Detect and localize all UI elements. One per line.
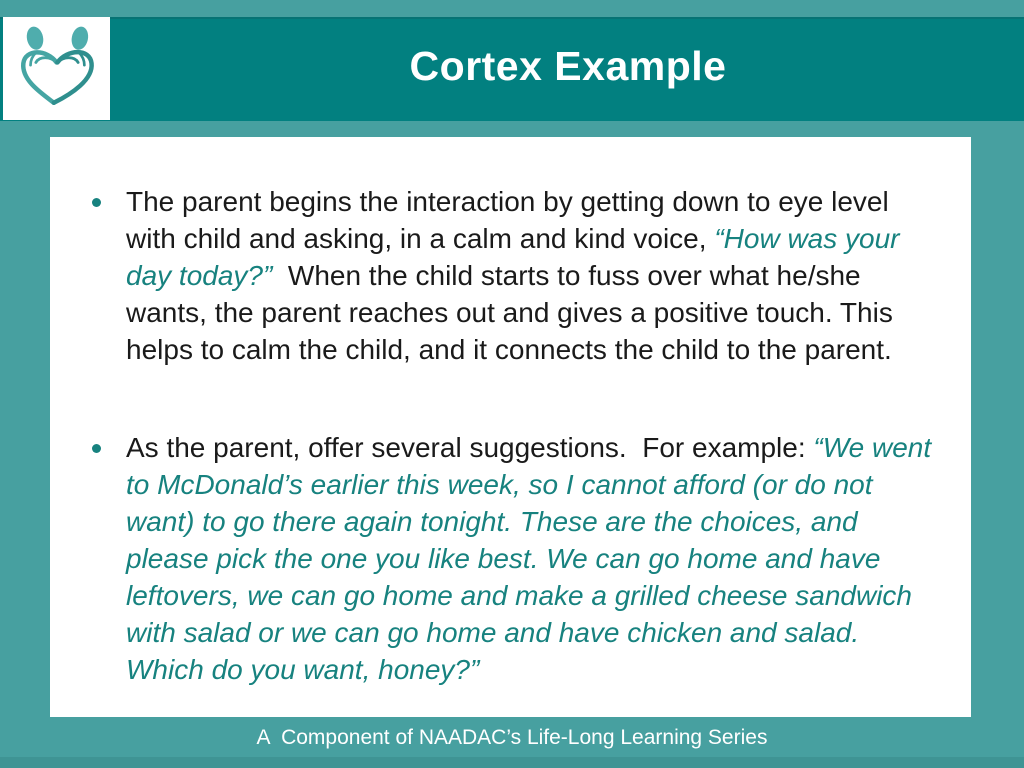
- footer-text: A Component of NAADAC’s Life-Long Learning Series: [256, 726, 768, 749]
- bullet-item-1: [90, 183, 923, 368]
- bullet-item-2: [90, 429, 939, 688]
- text-segment: When the child starts to fuss over what he/she wants, the parent reaches out and gives a positive touch. This helps to calm the child, and it connects the child to the parent.: [126, 260, 901, 365]
- page-title: Cortex Example: [409, 43, 727, 89]
- text-segment: As the parent, offer several suggestions. For example:: [126, 432, 814, 463]
- text-segment: The parent begins the interaction by getting down to eye level with child and asking, in a calm and kind voice,: [126, 186, 897, 254]
- bullet-dot-icon: [90, 183, 126, 207]
- heart-people-logo-icon: [9, 19, 105, 118]
- naadac-logo: [3, 17, 110, 120]
- content-card: [50, 137, 971, 717]
- quote-segment: “We went to McDonald’s earlier this week, so I cannot afford (or do not want) to go there again tonight. These are the choices, and please pick the one you like best. We can go home and have leftovers, we can go home and make a grilled cheese sandwich with salad or we can go home and have chicken and salad. Which do you want, honey?”: [126, 432, 939, 685]
- bottom-accent-strip: [0, 757, 1024, 768]
- header-band: [0, 17, 1024, 121]
- quote-segment: “How was your day today?”: [126, 223, 908, 291]
- bullet-dot-icon: [90, 429, 126, 453]
- bullet-text-1: [126, 183, 932, 368]
- bullet-text-2: [126, 429, 939, 688]
